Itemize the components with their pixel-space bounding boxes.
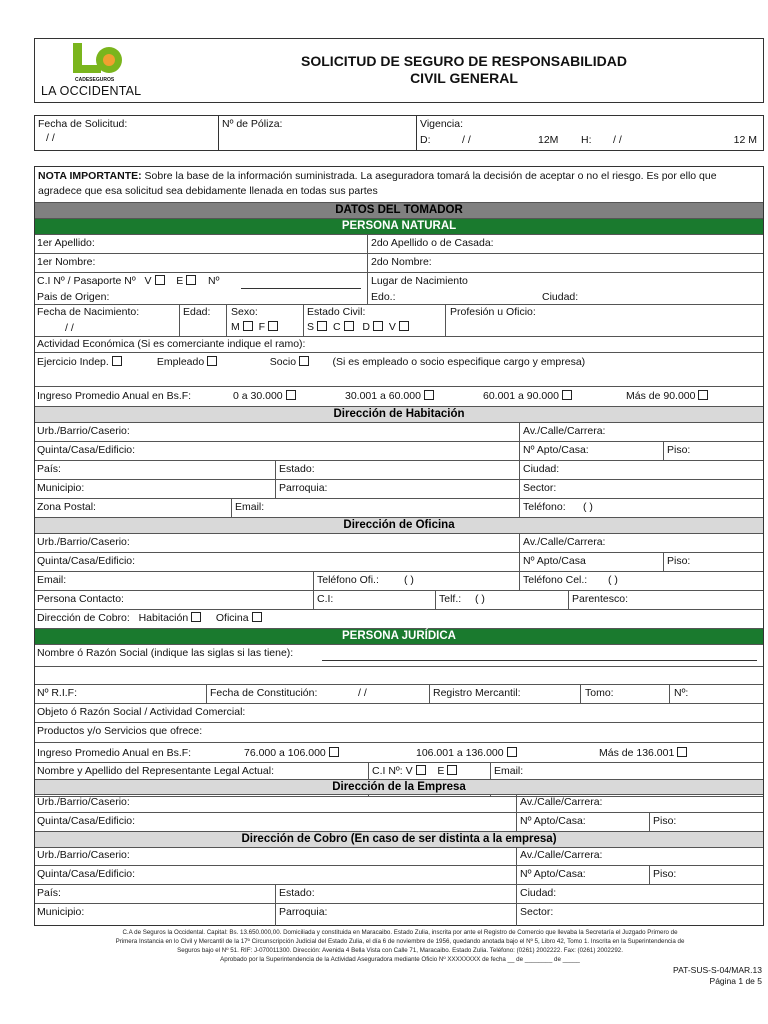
hab-ciudad-label: Ciudad: bbox=[523, 463, 560, 475]
fecha-solicitud-cell[interactable] bbox=[35, 116, 219, 150]
form-code bbox=[673, 965, 762, 987]
ci-n-label: Nº bbox=[208, 275, 220, 287]
profesion-label: Profesión u Oficio: bbox=[450, 306, 536, 318]
footer-line-1: C.A de Seguros la Occidental. Capital: Bs. 13.650.000,00. Domiciliada y constituida en Maracaibo. Estado Zulia, inscrita por ante el Registro de Comercio que llevaba la Secretaría el Juzgado Primero de bbox=[122, 929, 678, 936]
sexo-m-label: M bbox=[231, 321, 240, 333]
ofi-urb-label: Urb./Barrio/Caserio: bbox=[37, 536, 130, 548]
ci-e-checkbox[interactable] bbox=[186, 275, 196, 285]
desde-label: D: bbox=[420, 134, 431, 146]
ec-v-checkbox[interactable] bbox=[399, 321, 409, 331]
page-number: Página 1 de 5 bbox=[709, 976, 762, 986]
cob-estado-label: Estado: bbox=[279, 887, 315, 899]
jur-row-ingreso[interactable] bbox=[35, 743, 763, 763]
hab-row-municipio[interactable] bbox=[35, 480, 763, 499]
cob-parroquia-label: Parroquia: bbox=[279, 906, 328, 918]
jur-fecha-label: Fecha de Constitución: bbox=[210, 687, 318, 699]
hasta-12m: 12 M bbox=[733, 134, 757, 146]
cob-pais-label: País: bbox=[37, 887, 61, 899]
hab-telefono-label: Teléfono: bbox=[523, 501, 566, 513]
ci-group bbox=[37, 275, 219, 287]
ofi-row-urb[interactable] bbox=[35, 534, 763, 553]
footer-line-4: Aprobado por la Superintendencia de la Actividad Aseguradora mediante Oficio Nº XXXXXXXX de fecha __ de ________ de _____ bbox=[220, 956, 580, 963]
rango3-label: 60.001 a 90.000 bbox=[483, 390, 559, 402]
row-nombres[interactable] bbox=[35, 254, 763, 273]
emp-quinta-label: Quinta/Casa/Edificio: bbox=[37, 815, 136, 827]
ejercicio-label: Ejercicio Indep. bbox=[37, 356, 109, 368]
ofi-apto-label: Nº Apto/Casa bbox=[523, 555, 586, 567]
sexo-m-checkbox[interactable] bbox=[243, 321, 253, 331]
form-header bbox=[34, 38, 764, 103]
sexo-f-label: F bbox=[258, 321, 266, 333]
ofi-row-email[interactable] bbox=[35, 572, 763, 591]
hab-telefono-paren: ( ) bbox=[583, 501, 593, 513]
desde-slashes: / / bbox=[462, 134, 471, 146]
cobro-habitacion-label: Habitación bbox=[138, 612, 189, 624]
cob-quinta-label: Quinta/Casa/Edificio: bbox=[37, 868, 136, 880]
jur-ci-e-checkbox[interactable] bbox=[447, 765, 457, 775]
hab-zona-label: Zona Postal: bbox=[37, 501, 96, 513]
apellido1-label: 1er Apellido: bbox=[37, 237, 95, 249]
legal-footer bbox=[30, 928, 768, 964]
footer-line-3: Seguros bajo el Nº 51. RIF: J-070011300. Dirección: Avenida 4 Bella Vista con Calle 71, Maracaibo. Estado Zulia. Teléfono: (0261) 2002222. Fax: (0261) 2002292. bbox=[177, 947, 623, 954]
ec-s-checkbox[interactable] bbox=[317, 321, 327, 331]
ec-d-checkbox[interactable] bbox=[373, 321, 383, 331]
ci-v-checkbox[interactable] bbox=[155, 275, 165, 285]
jur-email-label: Email: bbox=[494, 765, 524, 777]
emp-row-urb[interactable] bbox=[35, 795, 763, 813]
hab-row-zona[interactable] bbox=[35, 499, 763, 518]
actividad-label: Actividad Económica (Si es comerciante indique el ramo): bbox=[37, 338, 306, 350]
band-persona-juridica: PERSONA JURÍDICA bbox=[35, 629, 763, 645]
row-ingreso-natural[interactable] bbox=[35, 387, 763, 407]
ofi-ci-label: C.I: bbox=[317, 593, 334, 605]
desde-12m: 12M bbox=[538, 134, 559, 146]
ciudad-label: Ciudad: bbox=[542, 291, 579, 303]
ci-e-label: E bbox=[176, 275, 184, 287]
hab-row-urb[interactable] bbox=[35, 423, 763, 442]
hab-parroquia-label: Parroquia: bbox=[279, 482, 328, 494]
rango1-checkbox[interactable] bbox=[286, 390, 296, 400]
fecha-solicitud-slashes: / / bbox=[46, 132, 55, 144]
band-empresa: Dirección de la Empresa bbox=[35, 779, 763, 795]
ofi-tel-label: Teléfono Ofi.: bbox=[317, 574, 379, 586]
cobro-habitacion-checkbox[interactable] bbox=[191, 612, 201, 622]
company-sub: CADESEGUROS bbox=[75, 77, 115, 83]
sexo-options bbox=[231, 321, 281, 333]
jur-rango2-checkbox[interactable] bbox=[507, 747, 517, 757]
jur-rango3-checkbox[interactable] bbox=[677, 747, 687, 757]
form-code-text: PAT-SUS-S-04/MAR.13 bbox=[673, 965, 762, 975]
row-ocupacion[interactable] bbox=[35, 353, 763, 387]
cobro-oficina-checkbox[interactable] bbox=[252, 612, 262, 622]
jur-registro-label: Registro Mercantil: bbox=[433, 687, 521, 699]
cob-urb-label: Urb./Barrio/Caserio: bbox=[37, 849, 130, 861]
band-cobro: Dirección de Cobro (En caso de ser distinta a la empresa) bbox=[35, 832, 763, 848]
hab-email-label: Email: bbox=[235, 501, 265, 513]
jur-n-label: Nº: bbox=[674, 687, 689, 699]
hab-municipio-label: Municipio: bbox=[37, 482, 85, 494]
jur-ci-group bbox=[372, 765, 460, 777]
nombre1-label: 1er Nombre: bbox=[37, 256, 96, 268]
jur-ingreso-label: Ingreso Promedio Anual en Bs.F: bbox=[37, 747, 192, 759]
cob-row-urb[interactable] bbox=[35, 848, 763, 866]
jur-ci-v-label: V bbox=[405, 765, 413, 777]
jur-tomo-label: Tomo: bbox=[585, 687, 614, 699]
ofi-quinta-label: Quinta/Casa/Edificio: bbox=[37, 555, 136, 567]
edad-label: Edad: bbox=[183, 306, 211, 318]
jur-rango1-label: 76.000 a 106.000 bbox=[244, 747, 326, 759]
form-title bbox=[185, 53, 743, 87]
sexo-label: Sexo: bbox=[231, 306, 258, 318]
hab-apto-label: Nº Apto/Casa: bbox=[523, 444, 589, 456]
estado-civil-label: Estado Civil: bbox=[307, 306, 366, 318]
company-logo bbox=[43, 41, 153, 99]
jur-rango2-label: 106.001 a 136.000 bbox=[416, 747, 504, 759]
cob-row-pais[interactable] bbox=[35, 885, 763, 904]
ofi-cel-paren: ( ) bbox=[608, 574, 618, 586]
ingreso-natural-label: Ingreso Promedio Anual en Bs.F: bbox=[37, 390, 192, 402]
ofi-cobro-label: Dirección de Cobro: bbox=[37, 612, 130, 624]
jur-ci-e-label: E bbox=[437, 765, 445, 777]
edo-label: Edo.: bbox=[371, 291, 396, 303]
ejercicio-checkbox[interactable] bbox=[112, 356, 122, 366]
ofi-row-contacto[interactable] bbox=[35, 591, 763, 610]
jur-objeto-label: Objeto ó Razón Social / Actividad Comercial: bbox=[37, 706, 246, 718]
hab-quinta-label: Quinta/Casa/Edificio: bbox=[37, 444, 136, 456]
band-oficina: Dirección de Oficina bbox=[35, 518, 763, 534]
poliza-cell[interactable] bbox=[219, 116, 417, 150]
fecha-nac-label: Fecha de Nacimiento: bbox=[37, 306, 140, 318]
nombre2-label: 2do Nombre: bbox=[371, 256, 432, 268]
sexo-f-checkbox[interactable] bbox=[268, 321, 278, 331]
socio-checkbox[interactable] bbox=[299, 356, 309, 366]
jur-ci-v-checkbox[interactable] bbox=[416, 765, 426, 775]
band-persona-natural: PERSONA NATURAL bbox=[35, 219, 763, 235]
cob-apto-label: Nº Apto/Casa: bbox=[520, 868, 586, 880]
ofi-telf-label: Telf.: bbox=[439, 593, 462, 605]
row-ci-origen[interactable] bbox=[35, 273, 763, 305]
nota-bold: NOTA IMPORTANTE: bbox=[38, 170, 142, 182]
emp-piso-label: Piso: bbox=[653, 815, 677, 827]
policy-row bbox=[34, 115, 764, 151]
jur-row-razon[interactable] bbox=[35, 645, 763, 667]
jur-representante-label: Nombre y Apellido del Representante Legal Actual: bbox=[37, 765, 274, 777]
pais-origen-label: Pais de Origen: bbox=[37, 291, 110, 303]
hab-row-quinta[interactable] bbox=[35, 442, 763, 461]
vigencia-label: Vigencia: bbox=[420, 118, 464, 130]
ofi-email-label: Email: bbox=[37, 574, 67, 586]
socio-label: Socio bbox=[269, 356, 297, 368]
jur-rango3-label: Más de 136.001 bbox=[599, 747, 675, 759]
hab-piso-label: Piso: bbox=[667, 444, 691, 456]
hab-sector-label: Sector: bbox=[523, 482, 557, 494]
hab-pais-label: País: bbox=[37, 463, 61, 475]
company-name: LA OCCIDENTAL bbox=[41, 84, 142, 98]
jur-row-blank[interactable] bbox=[35, 667, 763, 685]
cob-row-municipio[interactable] bbox=[35, 904, 763, 926]
ec-s-label: S bbox=[307, 321, 315, 333]
title-line-1: SOLICITUD DE SEGURO DE RESPONSABILIDAD bbox=[301, 53, 627, 69]
ofi-telf-paren: ( ) bbox=[475, 593, 485, 605]
fecha-solicitud-label: Fecha de Solicitud: bbox=[38, 118, 128, 130]
hab-row-pais[interactable] bbox=[35, 461, 763, 480]
rango2-checkbox[interactable] bbox=[424, 390, 434, 400]
jur-row-rif[interactable] bbox=[35, 685, 763, 704]
ofi-av-label: Av./Calle/Carrera: bbox=[523, 536, 606, 548]
rango3-checkbox[interactable] bbox=[562, 390, 572, 400]
jur-rango1-checkbox[interactable] bbox=[329, 747, 339, 757]
emp-apto-label: Nº Apto/Casa: bbox=[520, 815, 586, 827]
cob-sector-label: Sector: bbox=[520, 906, 554, 918]
ofi-piso-label: Piso: bbox=[667, 555, 691, 567]
cob-row-quinta[interactable] bbox=[35, 866, 763, 885]
jur-razon-label: Nombre ó Razón Social (indique las siglas si las tiene): bbox=[37, 647, 294, 659]
row-nacimiento[interactable] bbox=[35, 305, 763, 337]
footer-line-2: Primera Instancia en lo Civil y Mercantil de la 17º Circunscripción Judicial del Estado Zulia, el día 6 de noviembre de 1956, quedando anotada bajo el Nº 5, Libro 42, Tomo 1. Inscrita en la Superintendencia de bbox=[115, 938, 685, 945]
emp-urb-label: Urb./Barrio/Caserio: bbox=[37, 796, 130, 808]
ofi-parentesco-label: Parentesco: bbox=[572, 593, 629, 605]
ci-number-line[interactable] bbox=[241, 288, 361, 289]
hasta-slashes: / / bbox=[613, 134, 622, 146]
cob-piso-label: Piso: bbox=[653, 868, 677, 880]
jur-fecha-slashes: / / bbox=[358, 687, 367, 699]
hab-av-label: Av./Calle/Carrera: bbox=[523, 425, 606, 437]
jur-row-objeto[interactable] bbox=[35, 704, 763, 723]
vigencia-cell[interactable] bbox=[417, 116, 765, 150]
nota-importante bbox=[35, 167, 763, 203]
hab-estado-label: Estado: bbox=[279, 463, 315, 475]
main-form bbox=[34, 166, 764, 926]
cobro-oficina-label: Oficina bbox=[215, 612, 249, 624]
rango4-label: Más de 90.000 bbox=[626, 390, 696, 402]
hasta-label: H: bbox=[581, 134, 592, 146]
jur-rif-label: Nº R.I.F: bbox=[37, 687, 78, 699]
empleado-checkbox[interactable] bbox=[207, 356, 217, 366]
rango1-label: 0 a 30.000 bbox=[233, 390, 283, 402]
ofi-tel-paren: ( ) bbox=[404, 574, 414, 586]
lugar-nac-label: Lugar de Nacimiento bbox=[371, 275, 468, 287]
ci-label: C.I Nº / Pasaporte Nº bbox=[37, 275, 136, 287]
jur-razon-line[interactable] bbox=[322, 660, 757, 661]
ofi-row-cobro[interactable] bbox=[35, 610, 763, 629]
empleado-nota: (Si es empleado o socio especifique cargo y empresa) bbox=[332, 356, 586, 368]
ocupacion-options bbox=[37, 356, 585, 368]
row-apellidos[interactable] bbox=[35, 235, 763, 254]
ci-v-label: V bbox=[144, 275, 152, 287]
empleado-label: Empleado bbox=[156, 356, 205, 368]
band-habitacion: Dirección de Habitación bbox=[35, 407, 763, 423]
ec-d-label: D bbox=[362, 321, 370, 333]
ec-c-checkbox[interactable] bbox=[344, 321, 354, 331]
jur-ci-label: C.I Nº: bbox=[372, 765, 403, 777]
title-line-2: CIVIL GENERAL bbox=[410, 70, 518, 86]
ec-c-label: C bbox=[332, 321, 341, 333]
ofi-row-quinta[interactable] bbox=[35, 553, 763, 572]
ofi-cobro-group bbox=[37, 612, 265, 624]
fecha-nac-slashes: / / bbox=[65, 322, 74, 334]
emp-av-label: Av./Calle/Carrera: bbox=[520, 796, 603, 808]
estado-civil-options bbox=[307, 321, 412, 333]
cob-av-label: Av./Calle/Carrera: bbox=[520, 849, 603, 861]
emp-row-quinta[interactable] bbox=[35, 813, 763, 832]
rango2-label: 30.001 a 60.000 bbox=[345, 390, 421, 402]
jur-row-productos[interactable] bbox=[35, 723, 763, 743]
jur-productos-label: Productos y/o Servicios que ofrece: bbox=[37, 725, 203, 737]
rango4-checkbox[interactable] bbox=[698, 390, 708, 400]
row-actividad[interactable] bbox=[35, 337, 763, 353]
poliza-label: Nº de Póliza: bbox=[222, 118, 283, 130]
ec-v-label: V bbox=[388, 321, 396, 333]
cob-ciudad-label: Ciudad: bbox=[520, 887, 557, 899]
ofi-cel-label: Teléfono Cel.: bbox=[523, 574, 588, 586]
hab-urb-label: Urb./Barrio/Caserio: bbox=[37, 425, 130, 437]
apellido2-label: 2do Apellido o de Casada: bbox=[371, 237, 494, 249]
cob-municipio-label: Municipio: bbox=[37, 906, 85, 918]
band-datos-tomador: DATOS DEL TOMADOR bbox=[35, 203, 763, 219]
nota-text: Sobre la base de la información suministrada. La aseguradora tomará la decisión de aceptar o no el riesgo. Es por ello que agradece que esa solicitud sea debidamente llenada en todas sus partes bbox=[38, 170, 717, 197]
ofi-contacto-label: Persona Contacto: bbox=[37, 593, 124, 605]
